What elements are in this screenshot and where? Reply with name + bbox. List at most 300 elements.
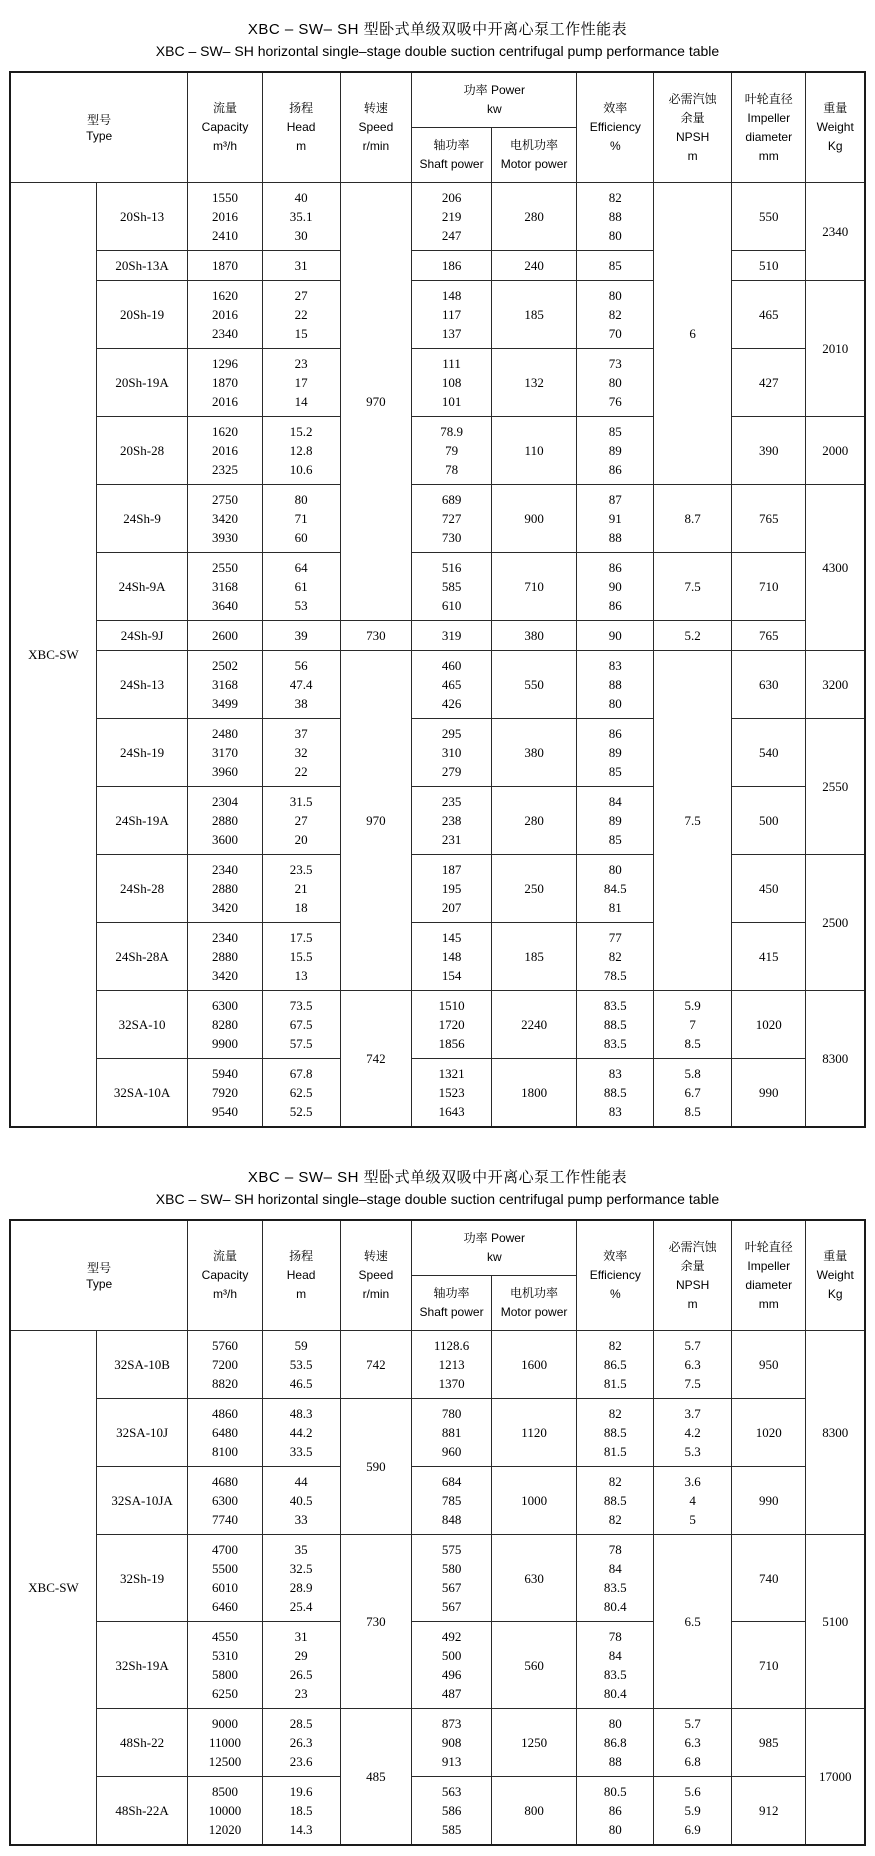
cell-weight: 2340 bbox=[806, 183, 865, 281]
value-line: 117 bbox=[442, 307, 462, 322]
value-line: 转速 bbox=[363, 1249, 388, 1263]
value-lines bbox=[189, 99, 260, 156]
cell-model: 24Sh-13 bbox=[96, 651, 187, 719]
value-line: 3420 bbox=[212, 511, 239, 526]
value-lines bbox=[189, 1627, 260, 1703]
value-lines bbox=[413, 792, 490, 849]
value-lines bbox=[578, 99, 652, 156]
cell-speed: 742 bbox=[340, 1331, 412, 1399]
value-line: 3930 bbox=[212, 530, 239, 545]
value-line: mm bbox=[758, 1296, 779, 1311]
value-lines bbox=[264, 286, 339, 343]
cell-weight: 4300 bbox=[806, 485, 865, 651]
col-header-impeller bbox=[732, 72, 806, 183]
value-line: 279 bbox=[441, 764, 462, 779]
value-line: % bbox=[609, 1287, 621, 1301]
value-lines bbox=[413, 626, 490, 645]
cell-motor-power: 240 bbox=[491, 251, 577, 281]
value-line: 6.3 bbox=[684, 1735, 701, 1750]
value-line: 727 bbox=[441, 511, 462, 526]
value-lines bbox=[578, 1627, 652, 1703]
cell-model: 48Sh-22A bbox=[96, 1777, 187, 1846]
cell-capacity bbox=[188, 1331, 262, 1399]
cell-efficiency bbox=[577, 1467, 654, 1535]
value-line: 1720 bbox=[438, 1017, 465, 1032]
cell-efficiency bbox=[577, 281, 654, 349]
value-line: 26.3 bbox=[289, 1735, 313, 1750]
value-line: 7 bbox=[689, 1017, 696, 1032]
cell-model: 24Sh-28A bbox=[96, 923, 187, 991]
value-lines bbox=[655, 811, 730, 830]
value-lines bbox=[493, 1284, 576, 1322]
value-line: 585 bbox=[441, 579, 462, 594]
value-line: 17 bbox=[294, 375, 308, 390]
table-row bbox=[10, 923, 865, 991]
cell-weight: 2500 bbox=[806, 855, 865, 991]
cell-impeller-diameter: 990 bbox=[732, 1467, 806, 1535]
value-line: 2016 bbox=[212, 209, 239, 224]
value-lines bbox=[413, 928, 490, 985]
value-line: 8100 bbox=[212, 1444, 239, 1459]
table2-title-chinese: XBC – SW– SH 型卧式单级双吸中开离心泵工作性能表 bbox=[247, 1169, 628, 1186]
value-line: 6.3 bbox=[684, 1357, 701, 1372]
value-line: 81 bbox=[608, 900, 622, 915]
value-line: 型号 bbox=[87, 1260, 112, 1275]
cell-npsh bbox=[654, 183, 732, 485]
value-line: 必需汽蚀 bbox=[668, 1239, 717, 1254]
value-line: 80 bbox=[608, 696, 622, 711]
value-line: 59 bbox=[294, 1338, 308, 1353]
cell-head bbox=[262, 855, 340, 923]
value-lines bbox=[189, 626, 260, 645]
value-line: 7920 bbox=[212, 1085, 239, 1100]
table-row bbox=[10, 183, 865, 251]
value-line: 154 bbox=[441, 968, 462, 983]
cell-capacity bbox=[188, 553, 262, 621]
cell-shaft-power bbox=[412, 281, 492, 349]
value-line: 3170 bbox=[212, 745, 239, 760]
cell-speed: 742 bbox=[340, 991, 412, 1128]
value-lines bbox=[413, 422, 490, 479]
cell-model: 20Sh-13 bbox=[96, 183, 187, 251]
table2-title-english: XBC – SW– SH horizontal single–stage double suction centrifugal pump performance table bbox=[155, 1191, 720, 1207]
value-line: 247 bbox=[441, 228, 462, 243]
cell-impeller-diameter: 427 bbox=[732, 349, 806, 417]
value-line: 145 bbox=[441, 930, 462, 945]
cell-model: 48Sh-22 bbox=[96, 1709, 187, 1777]
cell-model: 32Sh-19A bbox=[96, 1622, 187, 1709]
value-line: m³/h bbox=[213, 1287, 238, 1301]
cell-shaft-power bbox=[412, 1059, 492, 1128]
value-lines bbox=[413, 996, 490, 1053]
value-line: 575 bbox=[441, 1542, 462, 1557]
value-line: 61 bbox=[294, 579, 308, 594]
cell-head bbox=[262, 251, 340, 281]
value-line: 5500 bbox=[212, 1561, 239, 1576]
value-line: 2325 bbox=[212, 462, 239, 477]
value-line: 3420 bbox=[212, 900, 239, 915]
value-line: 86.8 bbox=[603, 1735, 627, 1750]
value-line: 53 bbox=[294, 598, 308, 613]
value-lines bbox=[264, 354, 339, 411]
value-lines bbox=[189, 860, 260, 917]
value-lines bbox=[413, 286, 490, 343]
value-line: 86 bbox=[608, 598, 622, 613]
value-line: 13 bbox=[294, 968, 308, 983]
value-line: 40 bbox=[294, 190, 308, 205]
cell-efficiency bbox=[577, 855, 654, 923]
value-line: 23 bbox=[294, 1686, 308, 1701]
value-line: 6.9 bbox=[684, 1822, 701, 1837]
header-row-1 bbox=[10, 72, 865, 128]
value-line: 1870 bbox=[212, 258, 239, 273]
value-line: 扬程 bbox=[289, 101, 314, 115]
value-line: 44 bbox=[294, 1474, 308, 1489]
cell-capacity bbox=[188, 1535, 262, 1622]
value-line: Head bbox=[286, 120, 316, 134]
header-row-1 bbox=[10, 1220, 865, 1276]
value-line: Impeller bbox=[747, 1258, 791, 1273]
value-line: 86 bbox=[608, 560, 622, 575]
value-line: 6 bbox=[689, 326, 696, 341]
value-line: 10.6 bbox=[289, 462, 313, 477]
value-line: 80.4 bbox=[603, 1599, 627, 1614]
value-lines bbox=[655, 90, 730, 166]
cell-capacity bbox=[188, 251, 262, 281]
value-line: 295 bbox=[441, 726, 462, 741]
value-line: 12.8 bbox=[289, 443, 313, 458]
value-line: 62.5 bbox=[289, 1085, 313, 1100]
value-lines bbox=[578, 996, 652, 1053]
table-row bbox=[10, 787, 865, 855]
value-line: 148 bbox=[441, 949, 462, 964]
cell-npsh bbox=[654, 991, 732, 1059]
value-line: 1370 bbox=[438, 1376, 465, 1391]
value-line: 10000 bbox=[208, 1803, 242, 1818]
value-lines bbox=[264, 1714, 339, 1771]
value-line: 28.9 bbox=[289, 1580, 313, 1595]
value-line: 90 bbox=[608, 628, 622, 643]
value-line: 108 bbox=[441, 375, 462, 390]
value-line: 231 bbox=[441, 832, 462, 847]
value-line: 31 bbox=[294, 258, 308, 273]
value-line: 8820 bbox=[212, 1376, 239, 1391]
value-line: 3168 bbox=[212, 579, 239, 594]
value-lines bbox=[189, 1472, 260, 1529]
cell-shaft-power bbox=[412, 349, 492, 417]
value-line: 77 bbox=[608, 930, 622, 945]
col-header-power bbox=[412, 1220, 577, 1276]
value-line: 500 bbox=[441, 1648, 462, 1663]
value-lines bbox=[578, 860, 652, 917]
table1-title-block bbox=[9, 6, 866, 71]
value-lines bbox=[578, 792, 652, 849]
value-line: 1870 bbox=[212, 375, 239, 390]
value-line: 5.9 bbox=[684, 998, 701, 1013]
value-line: 2410 bbox=[212, 228, 239, 243]
value-line: 487 bbox=[441, 1686, 462, 1701]
cell-head bbox=[262, 1777, 340, 1846]
value-line: 1620 bbox=[212, 288, 239, 303]
cell-motor-power: 132 bbox=[491, 349, 577, 417]
value-line: 11000 bbox=[209, 1735, 242, 1750]
cell-motor-power: 380 bbox=[491, 621, 577, 651]
value-line: 15.5 bbox=[289, 949, 313, 964]
value-line: 12500 bbox=[208, 1754, 242, 1769]
value-line: 73.5 bbox=[289, 998, 313, 1013]
cell-impeller-diameter: 1020 bbox=[732, 1399, 806, 1467]
cell-model: 24Sh-9 bbox=[96, 485, 187, 553]
cell-head bbox=[262, 651, 340, 719]
value-line: Kg bbox=[827, 1287, 843, 1301]
cell-head bbox=[262, 1622, 340, 1709]
value-line: 8.5 bbox=[684, 1104, 701, 1119]
value-line: 5.8 bbox=[684, 1066, 701, 1081]
value-line: 2880 bbox=[212, 949, 239, 964]
value-line: 84 bbox=[608, 794, 622, 809]
col-header-speed bbox=[340, 72, 412, 183]
cell-series-label: XBC-SW bbox=[10, 183, 96, 1128]
value-lines bbox=[655, 1404, 730, 1461]
value-line: Efficiency bbox=[589, 120, 641, 134]
table1-title-chinese: XBC – SW– SH 型卧式单级双吸中开离心泵工作性能表 bbox=[247, 21, 628, 38]
value-lines bbox=[413, 1229, 575, 1267]
value-line: 730 bbox=[441, 530, 462, 545]
value-lines bbox=[264, 256, 339, 275]
value-line: 84 bbox=[608, 1561, 622, 1576]
value-line: 80 bbox=[294, 492, 308, 507]
value-line: 效率 bbox=[603, 101, 628, 115]
value-line: 8.7 bbox=[684, 511, 701, 526]
cell-efficiency bbox=[577, 719, 654, 787]
value-line: 2016 bbox=[212, 307, 239, 322]
cell-shaft-power bbox=[412, 621, 492, 651]
value-line: m³/h bbox=[213, 139, 238, 153]
cell-model: 20Sh-13A bbox=[96, 251, 187, 281]
value-line: 219 bbox=[441, 209, 462, 224]
cell-model: 32SA-10B bbox=[96, 1331, 187, 1399]
value-line: 22 bbox=[294, 764, 308, 779]
value-line: 38 bbox=[294, 696, 308, 711]
cell-shaft-power bbox=[412, 553, 492, 621]
table-row bbox=[10, 1709, 865, 1777]
value-line: 3600 bbox=[212, 832, 239, 847]
cell-npsh bbox=[654, 1399, 732, 1467]
cell-motor-power: 900 bbox=[491, 485, 577, 553]
value-line: 叶轮直径 bbox=[744, 1239, 793, 1254]
value-lines bbox=[578, 490, 652, 547]
table1-title-english: XBC – SW– SH horizontal single–stage double suction centrifugal pump performance table bbox=[155, 43, 720, 59]
value-line: m bbox=[687, 148, 698, 163]
value-lines bbox=[342, 99, 411, 156]
value-line: 78.9 bbox=[440, 424, 463, 439]
cell-capacity bbox=[188, 991, 262, 1059]
cell-weight: 17000 bbox=[806, 1709, 865, 1846]
cell-npsh bbox=[654, 1331, 732, 1399]
value-lines bbox=[655, 1336, 730, 1393]
value-line: Type bbox=[86, 1276, 113, 1291]
value-line: 881 bbox=[441, 1425, 462, 1440]
value-lines bbox=[413, 724, 490, 781]
cell-efficiency bbox=[577, 651, 654, 719]
value-line: 47.4 bbox=[289, 677, 313, 692]
value-lines bbox=[264, 1404, 339, 1461]
value-line: 848 bbox=[441, 1512, 462, 1527]
value-line: 83 bbox=[608, 658, 622, 673]
cell-impeller-diameter: 450 bbox=[732, 855, 806, 923]
cell-speed: 590 bbox=[340, 1399, 412, 1535]
cell-weight: 8300 bbox=[806, 1331, 865, 1535]
value-line: 8280 bbox=[212, 1017, 239, 1032]
value-lines bbox=[578, 1336, 652, 1393]
cell-motor-power: 630 bbox=[491, 1535, 577, 1622]
value-line: 1643 bbox=[438, 1104, 465, 1119]
value-line: m bbox=[687, 1296, 698, 1311]
value-lines bbox=[578, 928, 652, 985]
value-line: 71 bbox=[294, 511, 308, 526]
value-lines bbox=[655, 996, 730, 1053]
value-lines bbox=[413, 1782, 490, 1839]
value-line: 90 bbox=[608, 579, 622, 594]
cell-shaft-power bbox=[412, 183, 492, 251]
cell-head bbox=[262, 417, 340, 485]
value-line: 83.5 bbox=[603, 1036, 627, 1051]
value-lines bbox=[189, 656, 260, 713]
value-lines bbox=[264, 1064, 339, 1121]
table2-title-block bbox=[9, 1154, 866, 1219]
value-line: 25.4 bbox=[289, 1599, 313, 1614]
value-lines bbox=[189, 792, 260, 849]
value-line: 6460 bbox=[212, 1599, 239, 1614]
value-line: Speed bbox=[358, 120, 394, 134]
value-line: 4700 bbox=[212, 1542, 239, 1557]
cell-model: 24Sh-9A bbox=[96, 553, 187, 621]
table-row bbox=[10, 1059, 865, 1128]
value-line: 2880 bbox=[212, 813, 239, 828]
value-line: 70 bbox=[608, 326, 622, 341]
cell-motor-power: 380 bbox=[491, 719, 577, 787]
col-header-npsh bbox=[654, 1220, 732, 1331]
value-line: 1128.6 bbox=[433, 1338, 470, 1353]
cell-model: 20Sh-19A bbox=[96, 349, 187, 417]
value-line: 7200 bbox=[212, 1357, 239, 1372]
cell-capacity bbox=[188, 651, 262, 719]
cell-impeller-diameter: 985 bbox=[732, 1709, 806, 1777]
value-line: 80 bbox=[608, 375, 622, 390]
value-lines bbox=[189, 1540, 260, 1616]
value-lines bbox=[264, 792, 339, 849]
value-line: 86.5 bbox=[603, 1357, 627, 1372]
value-line: 83 bbox=[608, 1066, 622, 1081]
col-header-weight bbox=[806, 1220, 865, 1331]
value-line: 563 bbox=[441, 1784, 462, 1799]
value-lines bbox=[413, 1540, 490, 1616]
col-header-power bbox=[412, 72, 577, 128]
value-line: 轴功率 bbox=[433, 138, 470, 152]
cell-weight: 2010 bbox=[806, 281, 865, 417]
value-line: 610 bbox=[441, 598, 462, 613]
value-line: 85 bbox=[608, 424, 622, 439]
value-lines bbox=[578, 188, 652, 245]
value-line: 2340 bbox=[212, 862, 239, 877]
value-line: 86 bbox=[608, 462, 622, 477]
value-line: 转速 bbox=[363, 101, 388, 115]
cell-model: 20Sh-19 bbox=[96, 281, 187, 349]
cell-model: 32SA-10J bbox=[96, 1399, 187, 1467]
value-line: Head bbox=[286, 1268, 316, 1282]
cell-npsh bbox=[654, 1535, 732, 1709]
value-line: 2550 bbox=[212, 560, 239, 575]
cell-shaft-power bbox=[412, 417, 492, 485]
cell-shaft-power bbox=[412, 251, 492, 281]
cell-weight: 3200 bbox=[806, 651, 865, 719]
value-line: m bbox=[296, 1287, 307, 1301]
cell-efficiency bbox=[577, 1059, 654, 1128]
value-lines bbox=[655, 626, 730, 645]
value-line: 88.5 bbox=[603, 1017, 627, 1032]
cell-head bbox=[262, 1535, 340, 1622]
value-line: 908 bbox=[441, 1735, 462, 1750]
value-lines bbox=[655, 324, 730, 343]
value-line: 88 bbox=[608, 677, 622, 692]
value-line: 3168 bbox=[212, 677, 239, 692]
cell-npsh bbox=[654, 1467, 732, 1535]
value-line: 2480 bbox=[212, 726, 239, 741]
value-line: 5 bbox=[689, 1512, 696, 1527]
value-line: 235 bbox=[441, 794, 462, 809]
value-line: 20 bbox=[294, 832, 308, 847]
col-header-head bbox=[262, 72, 340, 183]
value-line: 86 bbox=[608, 1803, 622, 1818]
value-line: 46.5 bbox=[289, 1376, 313, 1391]
cell-motor-power: 1120 bbox=[491, 1399, 577, 1467]
value-line: 6300 bbox=[212, 1493, 239, 1508]
table-row bbox=[10, 281, 865, 349]
value-lines bbox=[189, 422, 260, 479]
cell-impeller-diameter: 630 bbox=[732, 651, 806, 719]
value-lines bbox=[189, 256, 260, 275]
value-line: 780 bbox=[441, 1406, 462, 1421]
value-lines bbox=[733, 90, 804, 166]
value-line: 余量 bbox=[680, 110, 705, 125]
value-lines bbox=[264, 1540, 339, 1616]
value-line: 4.2 bbox=[684, 1425, 701, 1440]
value-lines bbox=[807, 99, 863, 156]
value-line: 5760 bbox=[212, 1338, 239, 1353]
value-line: 186 bbox=[441, 258, 462, 273]
value-lines bbox=[413, 490, 490, 547]
col-header-head bbox=[262, 1220, 340, 1331]
value-line: 53.5 bbox=[289, 1357, 313, 1372]
value-lines bbox=[413, 188, 490, 245]
cell-speed: 970 bbox=[340, 183, 412, 621]
value-line: 111 bbox=[442, 356, 461, 371]
cell-capacity bbox=[188, 787, 262, 855]
table-body bbox=[10, 1331, 865, 1846]
value-line: 83.5 bbox=[603, 1667, 627, 1682]
value-line: 5.2 bbox=[684, 628, 701, 643]
cell-shaft-power bbox=[412, 1777, 492, 1846]
value-line: 1523 bbox=[438, 1085, 465, 1100]
value-lines bbox=[493, 136, 576, 174]
cell-head bbox=[262, 719, 340, 787]
value-line: 580 bbox=[441, 1561, 462, 1576]
value-line: NPSH bbox=[675, 1277, 710, 1292]
table-row bbox=[10, 349, 865, 417]
value-line: 23 bbox=[294, 356, 308, 371]
col-header-capacity bbox=[188, 72, 262, 183]
value-lines bbox=[264, 1627, 339, 1703]
